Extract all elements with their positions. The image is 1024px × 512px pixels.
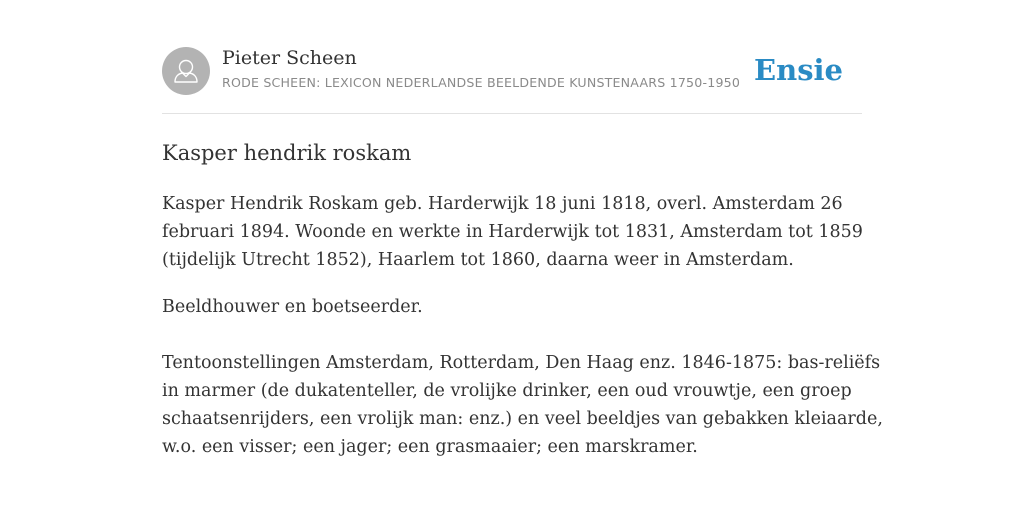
user-icon xyxy=(162,47,210,95)
paragraph-line: w.o. een visser; een jager; een grasmaaier; een marskramer. xyxy=(162,437,698,457)
paragraph-line: Tentoonstellingen Amsterdam, Rotterdam, Den Haag enz. 1846-1875: bas-reliëfs xyxy=(162,353,881,373)
article-paragraph-biography xyxy=(162,190,862,274)
article-paragraph-profession xyxy=(162,293,862,321)
paragraph-line: februari 1894. Woonde en werkte in Harderwijk tot 1831, Amsterdam tot 1859 xyxy=(162,222,863,242)
paragraph-line: Beeldhouwer en boetseerder. xyxy=(162,297,423,317)
article-header xyxy=(162,46,862,96)
paragraph-line: (tijdelijk Utrecht 1852), Haarlem tot 1860, daarna weer in Amsterdam. xyxy=(162,250,794,270)
author-name[interactable]: Pieter Scheen xyxy=(222,47,357,69)
article-paragraph-exhibitions xyxy=(162,349,883,461)
ensie-logo[interactable]: Ensie xyxy=(754,53,843,87)
author-avatar[interactable] xyxy=(162,47,210,95)
paragraph-line: in marmer (de dukatenteller, de vrolijke drinker, een oud vrouwtje, een groep xyxy=(162,381,852,401)
paragraph-line: schaatsenrijders, een vrolijk man: enz.) en veel beeldjes van gebakken kleiaarde, xyxy=(162,409,883,429)
source-title[interactable]: RODE SCHEEN: LEXICON NEDERLANDSE BEELDENDE KUNSTENAARS 1750-1950 xyxy=(222,75,741,90)
header-divider xyxy=(162,113,862,114)
article-title: Kasper hendrik roskam xyxy=(162,141,412,165)
paragraph-line: Kasper Hendrik Roskam geb. Harderwijk 18 juni 1818, overl. Amsterdam 26 xyxy=(162,194,843,214)
